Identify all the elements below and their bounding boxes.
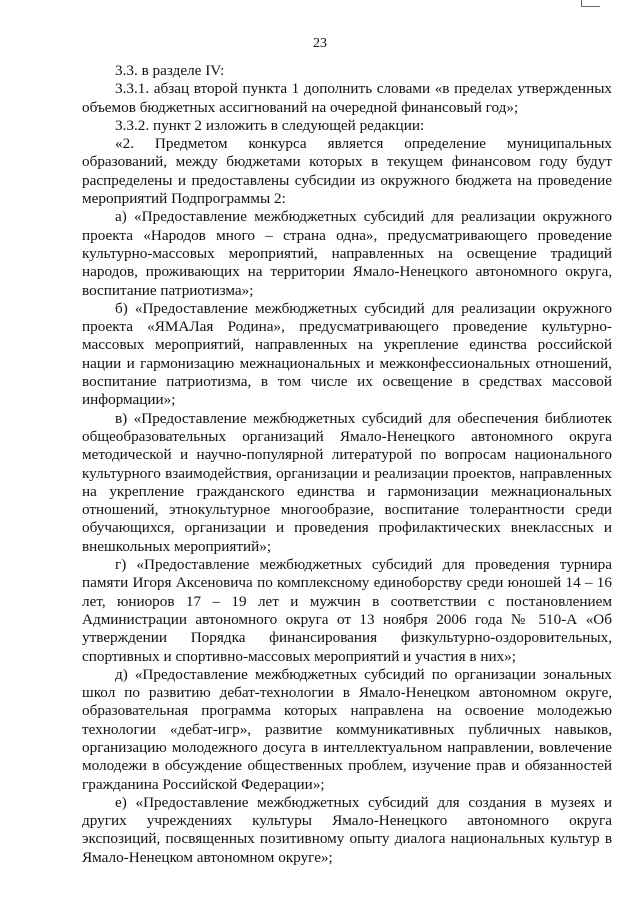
- paragraph-section-heading: 3.3. в разделе IV:: [115, 62, 225, 79]
- paragraph-item-v: в) «Предоставление межбюджетных субсидий для обеспечения библиотек общеобразовательных организаций Ямало-Ненецкого автономного округа методической и научно-популярной литературой по вопросам национального культурного взаимодействия, организации и реализации проектов, направленных на укрепление гражданского единства и гармонизации межнациональных отношений, этнокультурное многообразие, воспитание толерантности среди обучающихся, организации и проведения профилактических внеклассных и внешкольных мероприятий»;: [82, 409, 612, 555]
- paragraph-item-e: е) «Предоставление межбюджетных субсидий для создания в музеях и других учреждениях культуры Ямало-Ненецкого автономного округа экспозиций, посвященных позитивному опыту диалога национальных культур в Ямало-Ненецком автономном округе»;: [82, 793, 612, 866]
- paragraph-item-b: б) «Предоставление межбюджетных субсидий для реализации окружного проекта «ЯМАЛая Родина», предусматривающего проведение культурно-массовых мероприятий, направленных на укрепление единства российской нации и гармонизацию межнациональных и межконфессиональных отношений, воспитание патриотизма, в том числе их освещение в средствах массовой информации»;: [82, 299, 612, 409]
- paragraph-item-a: а) «Предоставление межбюджетных субсидий для реализации окружного проекта «Народов много – страна одна», предусматривающего проведение культурно-массовых мероприятий, направленных на освещение традиций народов, проживающих на территории Ямало-Ненецкого автономного округа, воспитание патриотизма»;: [82, 208, 612, 299]
- paragraph-item-g: г) «Предоставление межбюджетных субсидий для проведения турнира памяти Игоря Аксеновича по комплексному единоборству среди юношей 14 – 16 лет, юниоров 17 – 19 лет и мужчин в соответствии с постановлением Администрации автономного округа от 13 ноября 2006 года № 510-А «Об утверждении Порядка финансирования физкультурно-оздоровительных, спортивных и спортивно-массовых мероприятий и участия в них»;: [82, 556, 612, 665]
- paragraph-item-2: «2. Предметом конкурса является определение муниципальных образований, между бюджетами которых в текущем финансовом году будут распределены и предоставлены субсидии из окружного бюджета на проведение мероприятий Подпрограммы 2:: [82, 135, 612, 208]
- paragraph-3-3-1: 3.3.1. абзац второй пункта 1 дополнить словами «в пределах утвержденных объемов бюджетных ассигнований на очередной финансовый год»;: [82, 80, 612, 116]
- page-number: 23: [313, 36, 327, 51]
- scan-corner-mark: [581, 0, 600, 7]
- document-body: [82, 62, 612, 867]
- paragraph-item-d: д) «Предоставление межбюджетных субсидий по организации зональных школ по развитию дебат-технологии в Ямало-Ненецком автономном округе, образовательная программа которых направлена на освоение молодежью технологии «дебат-игр», развитие коммуникативных публичных навыков, организацию молодежного досуга в интеллектуальном направлении, вовлечение молодежи в обсуждение общественных проблем, изучение прав и обязанностей гражданина Российской Федерации»;: [82, 665, 612, 793]
- paragraph-3-3-2: 3.3.2. пункт 2 изложить в следующей редакции:: [115, 116, 425, 134]
